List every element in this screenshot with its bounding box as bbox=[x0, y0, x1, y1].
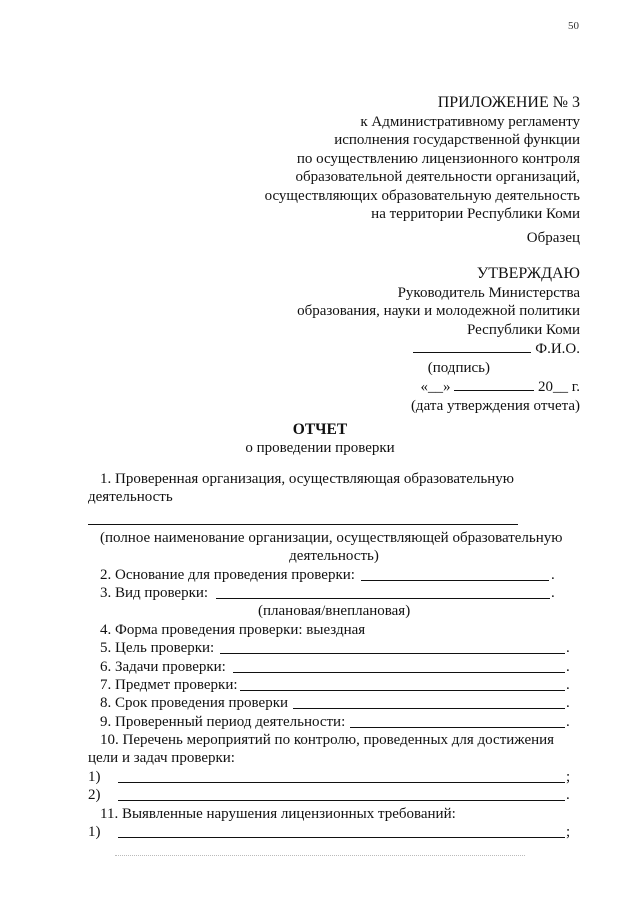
annex-line: на территории Республики Коми bbox=[371, 206, 580, 222]
item-4: 4. Форма проведения проверки: выездная bbox=[100, 621, 366, 638]
annex-line: образовательной деятельности организаций, bbox=[295, 169, 580, 185]
item-5: 5. Цель проверки: . bbox=[100, 640, 570, 657]
blank-line bbox=[350, 713, 565, 728]
item-10-sub-1: 1) ; bbox=[88, 768, 571, 785]
item-7: 7. Предмет проверки: . bbox=[100, 676, 570, 693]
item-8: 8. Срок проведения проверки . bbox=[100, 695, 570, 712]
signature-caption: (подпись) bbox=[427, 359, 490, 376]
date-caption: (дата утверждения отчета) bbox=[410, 397, 580, 414]
date-line: «__» 20__ г. bbox=[420, 379, 580, 395]
item-6: 6. Задачи проверки: . bbox=[100, 658, 570, 675]
report-title bbox=[0, 420, 640, 458]
annex-line: по осуществлению лицензионного контроля bbox=[296, 150, 580, 167]
blank-line bbox=[88, 510, 518, 525]
item-1-caption: (полное наименование организации, осуществляющей образовательную bbox=[100, 529, 563, 546]
item-3: 3. Вид проверки: . bbox=[100, 584, 555, 601]
annex-line: исполнения государственной функции bbox=[334, 132, 580, 148]
approver-position: Руководитель Министерства bbox=[397, 284, 580, 301]
blank-line bbox=[361, 566, 549, 581]
annex-line: к Административному регламенту bbox=[360, 113, 580, 130]
item-10: 10. Перечень мероприятий по контролю, проведенных для достижения bbox=[100, 732, 555, 749]
sample-label: Образец bbox=[526, 230, 580, 246]
report-body bbox=[88, 470, 580, 841]
item-3-caption: (плановая/внеплановая) bbox=[258, 603, 411, 620]
approver-position: образования, науки и молодежной политики bbox=[297, 303, 580, 319]
annex-line: ПРИЛОЖЕНИЕ № 3 bbox=[437, 94, 580, 111]
item-11: 11. Выявленные нарушения лицензионных требований: bbox=[100, 805, 456, 822]
blank-line bbox=[240, 676, 565, 691]
item-1-blank bbox=[88, 507, 580, 529]
blank-line bbox=[233, 658, 565, 673]
item-1-caption-cont: деятельность) bbox=[289, 548, 379, 565]
approve-heading: УТВЕРЖДАЮ bbox=[476, 265, 580, 282]
page-number: 50 bbox=[568, 20, 579, 32]
item-11-sub-1: 1) ; bbox=[88, 824, 571, 841]
blank-line bbox=[118, 786, 565, 801]
title-main: ОТЧЕТ bbox=[292, 421, 348, 438]
blank-line bbox=[293, 694, 565, 709]
item-9: 9. Проверенный период деятельности: . bbox=[100, 713, 570, 730]
scan-artifact-line bbox=[115, 855, 525, 856]
annex-header bbox=[265, 94, 580, 224]
item-2: 2. Основание для проведения проверки: . bbox=[100, 566, 555, 583]
blank-line bbox=[118, 768, 565, 783]
blank-line bbox=[118, 823, 565, 838]
approval-block bbox=[297, 265, 580, 415]
signature-line bbox=[297, 339, 580, 359]
annex-line: осуществляющих образовательную деятельность bbox=[264, 187, 580, 204]
item-1-line: 1. Проверенная организация, осуществляющая образовательную bbox=[100, 471, 514, 487]
item-10-sub-2: 2) . bbox=[88, 787, 570, 804]
item-1-cont: деятельность bbox=[88, 489, 173, 506]
blank-line bbox=[216, 584, 550, 599]
item-10-cont: цели и задач проверки: bbox=[88, 750, 235, 767]
approver-position: Республики Коми bbox=[467, 321, 580, 338]
title-sub: о проведении проверки bbox=[245, 440, 395, 456]
blank-line bbox=[220, 639, 565, 654]
fio-label: Ф.И.О. bbox=[535, 341, 580, 357]
